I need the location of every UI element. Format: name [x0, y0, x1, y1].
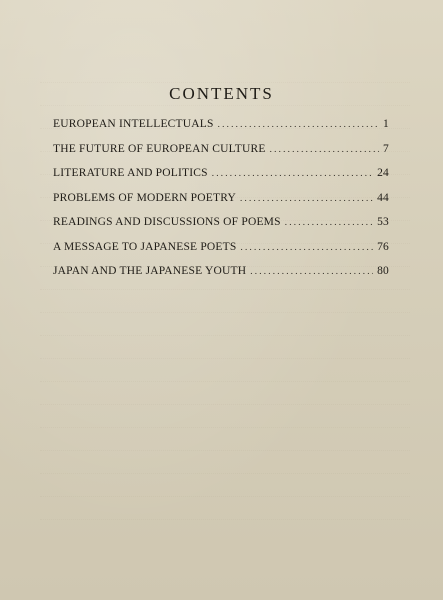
contents-heading: CONTENTS	[169, 84, 274, 103]
toc-entry-page: 76	[377, 240, 389, 253]
toc-leader-dots	[250, 266, 373, 276]
toc-entry-title: A MESSAGE TO JAPANESE POETS	[53, 240, 237, 253]
toc-entry	[53, 265, 389, 290]
toc-entry-title: LITERATURE AND POLITICS	[53, 167, 208, 179]
toc-entry-page: 24	[377, 167, 389, 179]
toc-entry	[53, 241, 389, 266]
toc-entry-page: 44	[377, 191, 389, 204]
toc-leader-dots	[240, 242, 373, 252]
toc-entry-title: PROBLEMS OF MODERN POETRY	[53, 191, 236, 204]
toc-entry-page: 1	[383, 118, 389, 130]
toc-entry-title: THE FUTURE OF EUROPEAN CULTURE	[53, 142, 266, 155]
toc-leader-dots	[240, 193, 373, 203]
toc-leader-dots	[218, 119, 379, 129]
table-of-contents	[53, 118, 389, 290]
toc-entry-title: JAPAN AND THE JAPANESE YOUTH	[53, 265, 247, 277]
toc-entry-page: 80	[377, 265, 389, 277]
toc-entry-title: EUROPEAN INTELLECTUALS	[53, 118, 214, 130]
toc-entry-title: READINGS AND DISCUSSIONS OF POEMS	[53, 216, 281, 228]
toc-entry	[53, 143, 389, 168]
toc-entry	[53, 118, 389, 143]
toc-entry-page: 7	[383, 142, 389, 155]
toc-entry	[53, 167, 389, 192]
toc-entry-page: 53	[377, 216, 389, 228]
toc-entry	[53, 192, 389, 217]
toc-entry	[53, 216, 389, 241]
toc-leader-dots	[285, 217, 373, 227]
toc-leader-dots	[270, 144, 379, 154]
toc-leader-dots	[212, 168, 373, 178]
